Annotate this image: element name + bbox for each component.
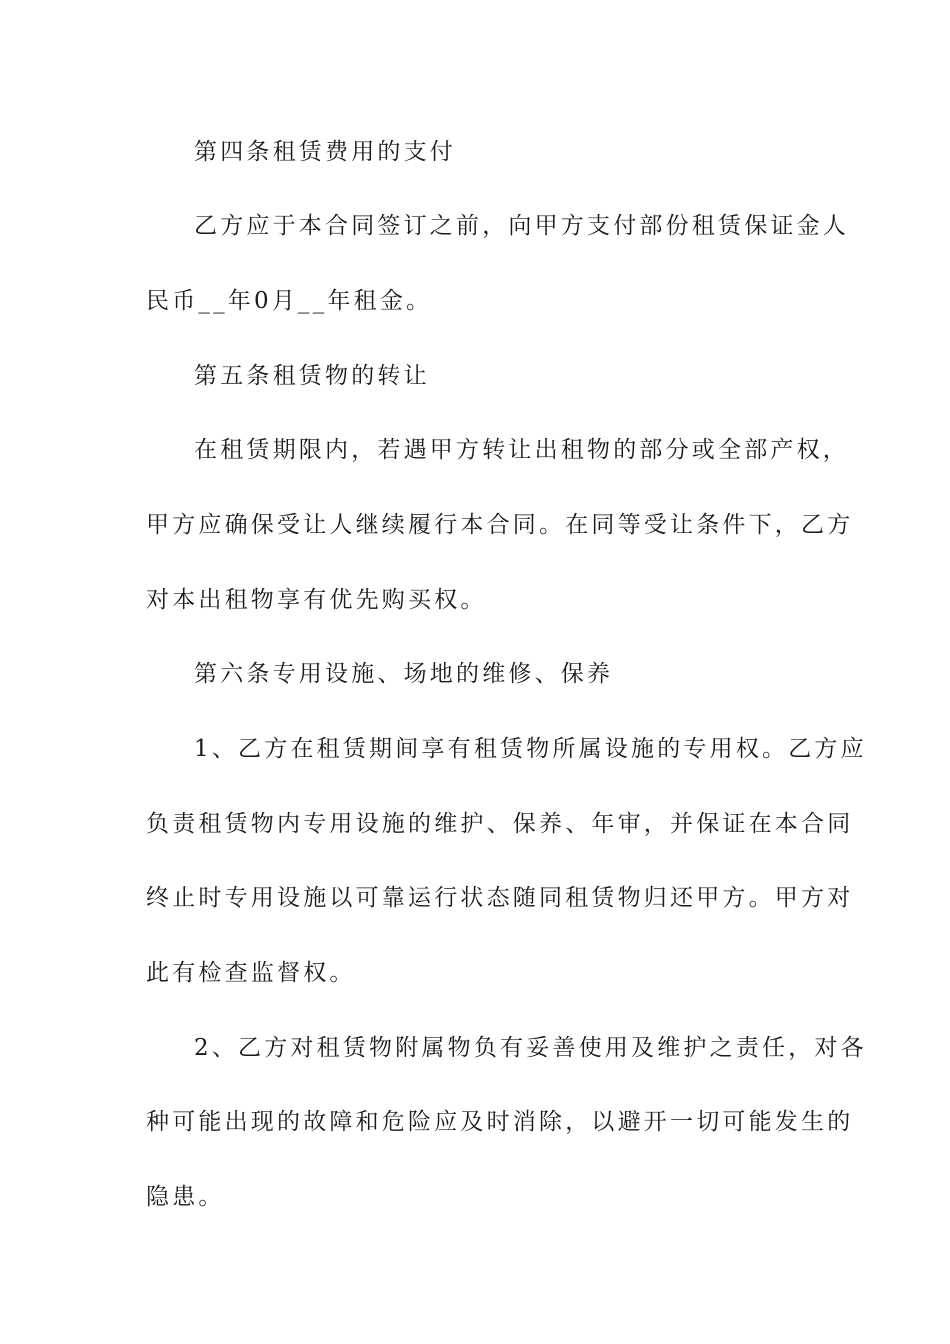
paragraph-line: 种可能出现的故障和危险应及时消除，以避开一切可能发生的 — [146, 1109, 854, 1135]
paragraph-line: 隐患。 — [146, 1184, 225, 1210]
article-6-heading: 第六条专用设施、场地的维修、保养 — [194, 661, 614, 687]
paragraph-line: 在租赁期限内，若遇甲方转让出租物的部分或全部产权， — [194, 437, 849, 463]
paragraph-line: 乙方应于本合同签订之前，向甲方支付部份租赁保证金人 — [194, 213, 849, 239]
paragraph-line: 终止时专用设施以可靠运行状态随同租赁物归还甲方。甲方对 — [146, 885, 854, 911]
paragraph-line: 2、乙方对租赁物附属物负有妥善使用及维护之责任，对各 — [194, 1035, 867, 1061]
paragraph-line: 负责租赁物内专用设施的维护、保养、年审，并保证在本合同 — [146, 811, 854, 837]
paragraph-line: 民币__年0月__年租金。 — [146, 288, 433, 314]
paragraph-line: 1、乙方在租赁期间享有租赁物所属设施的专用权。乙方应 — [194, 736, 867, 762]
paragraph-line: 此有检查监督权。 — [146, 960, 356, 986]
article-5-heading: 第五条租赁物的转让 — [194, 363, 430, 389]
paragraph-line: 甲方应确保受让人继续履行本合同。在同等受让条件下，乙方 — [146, 512, 854, 538]
paragraph-line: 对本出租物享有优先购买权。 — [146, 587, 487, 613]
article-4-heading: 第四条租赁费用的支付 — [194, 139, 456, 165]
